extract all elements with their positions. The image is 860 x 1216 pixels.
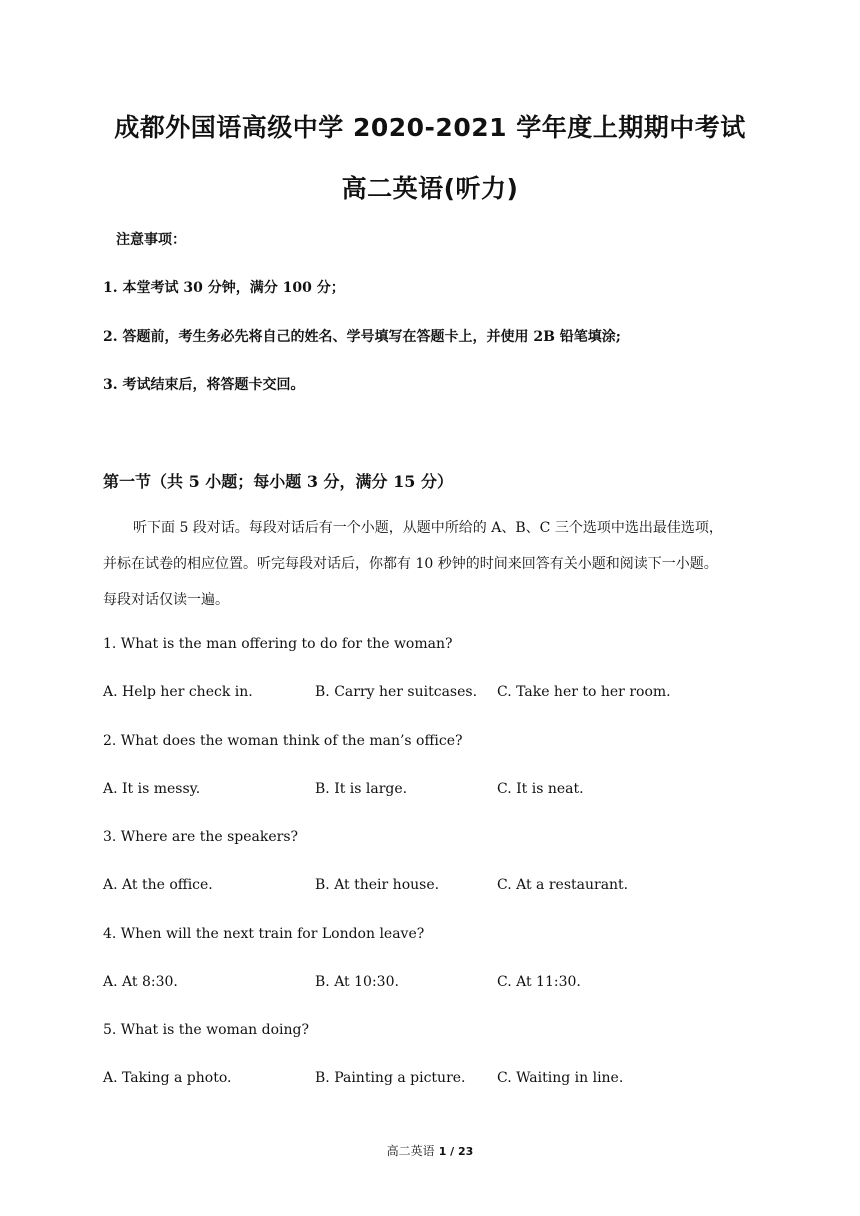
question-4-option-a: A. At 8:30. [103, 974, 178, 990]
footer-label: 高二英语 [386, 1144, 435, 1158]
question-2-option-b: B. It is large. [315, 781, 408, 797]
question-1-option-a: A. Help her check in. [103, 684, 253, 700]
instruction-line-2: 并标在试卷的相应位置。听完每段对话后，你都有 10 秒钟的时间来回答有关小题和阅读下一小题。 [103, 556, 718, 572]
question-4-option-b: B. At 10:30. [315, 974, 399, 990]
exam-title: 成都外国语高级中学 2020-2021 学年度上期期中考试 [114, 113, 746, 142]
question-3-option-a: A. At the office. [103, 877, 213, 893]
exam-subtitle: 高二英语(听力) [341, 174, 519, 203]
question-5-option-a: A. Taking a photo. [103, 1070, 232, 1086]
question-5-option-b: B. Painting a picture. [315, 1070, 466, 1086]
question-5-option-c: C. Waiting in line. [497, 1070, 624, 1086]
section-heading: 第一节（共 5 小题；每小题 3 分，满分 15 分） [103, 472, 453, 491]
question-3-stem: 3. Where are the speakers? [103, 829, 299, 845]
page-footer [0, 1142, 860, 1159]
question-4-option-c: C. At 11:30. [497, 974, 581, 990]
notice-heading: 注意事项： [116, 232, 186, 248]
question-3-option-b: B. At their house. [315, 877, 440, 893]
question-4-stem: 4. When will the next train for London leave? [103, 926, 425, 942]
question-1-option-c: C. Take her to her room. [497, 684, 671, 700]
question-2-option-c: C. It is neat. [497, 781, 584, 797]
instruction-line-3: 每段对话仅读一遍。 [103, 592, 229, 608]
page-number: 1 / 23 [438, 1145, 474, 1158]
question-2-stem: 2. What does the woman think of the man’s office? [103, 733, 463, 749]
question-1-option-b: B. Carry her suitcases. [315, 684, 478, 700]
instruction-line-1: 听下面 5 段对话。每段对话后有一个小题，从题中所给的 A、B、C 三个选项中选出最佳选项， [133, 520, 723, 536]
question-5-stem: 5. What is the woman doing? [103, 1022, 309, 1038]
question-2-option-a: A. It is messy. [103, 781, 201, 797]
question-1-stem: 1. What is the man offering to do for the woman? [103, 636, 453, 652]
question-3-option-c: C. At a restaurant. [497, 877, 629, 893]
notice-item-2: 2. 答题前，考生务必先将自己的姓名、学号填写在答题卡上，并使用 2B 铅笔填涂; [103, 329, 621, 345]
notice-item-3: 3. 考试结束后，将答题卡交回。 [103, 377, 305, 393]
notice-item-1: 1. 本堂考试 30 分钟，满分 100 分； [103, 280, 345, 296]
